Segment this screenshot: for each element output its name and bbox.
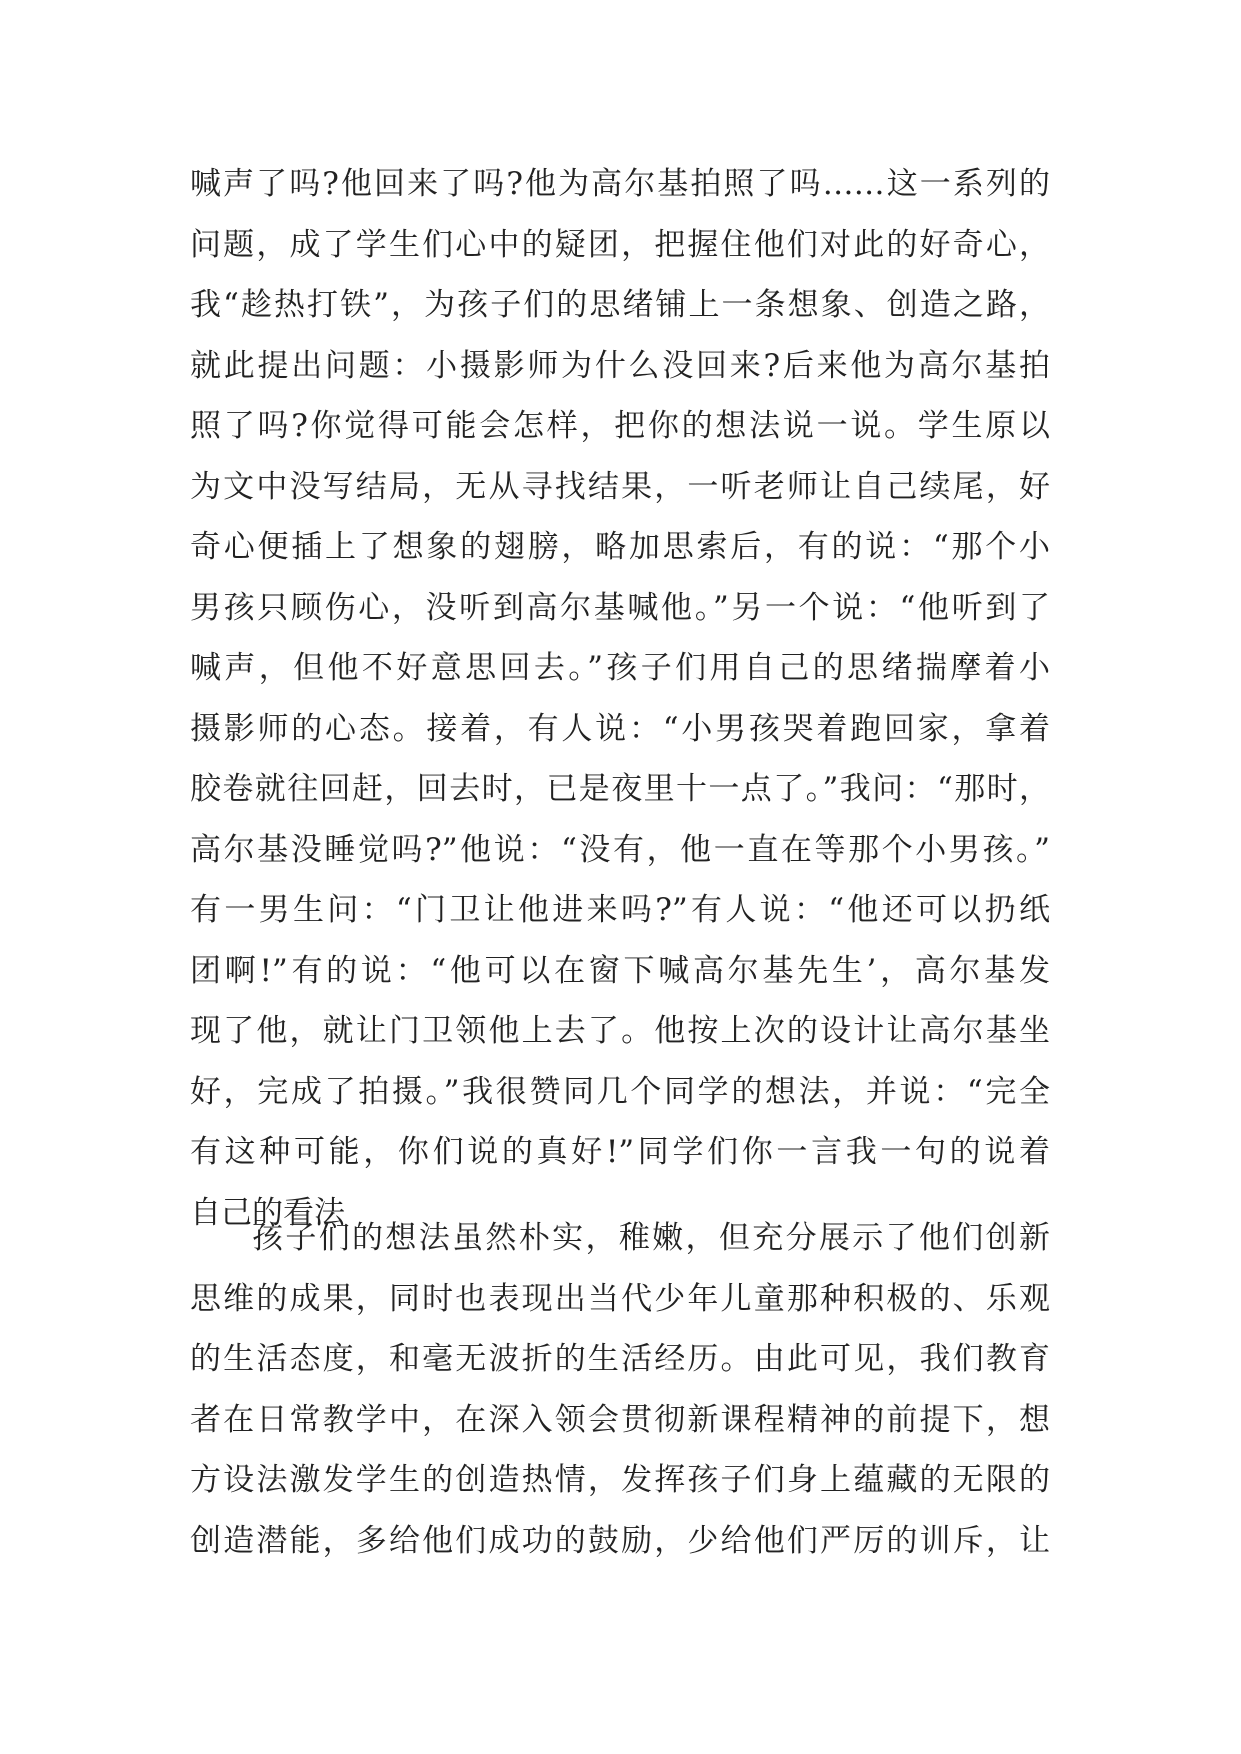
paragraph-2 bbox=[190, 1208, 1050, 1571]
text-line: 照了吗?你觉得可能会怎样，把你的想法说一说。学生原以 bbox=[190, 408, 1050, 444]
text-line: 者在日常教学中，在深入领会贯彻新课程精神的前提下，想 bbox=[190, 1401, 1050, 1438]
text-line: 有这种可能，你们说的真好!”同学们你一言我一句的说着 bbox=[190, 1134, 1050, 1170]
text-line: 好，完成了拍摄。”我很赞同几个同学的想法，并说：“完全 bbox=[190, 1073, 1050, 1110]
text-line: 为文中没写结局，无从寻找结果，一听老师让自己续尾，好 bbox=[190, 468, 1050, 505]
text-line: 现了他，就让门卫领他上去了。他按上次的设计让高尔基坐 bbox=[190, 1013, 1050, 1049]
text-line: 团啊!”有的说：“他可以在窗下喊高尔基先生’，高尔基发 bbox=[190, 952, 1050, 989]
text-line: 我“趁热打铁”，为孩子们的思绪铺上一条想象、创造之路， bbox=[190, 287, 1050, 323]
text-line: 喊声，但他不好意思回去。”孩子们用自己的思绪揣摩着小 bbox=[190, 650, 1050, 686]
text-line: 高尔基没睡觉吗?”他说：“没有，他一直在等那个小男孩。” bbox=[190, 831, 1050, 868]
text-line: 就此提出问题：小摄影师为什么没回来?后来他为高尔基拍 bbox=[190, 347, 1050, 384]
text-line: 有一男生问：“门卫让他进来吗?”有人说：“他还可以扔纸 bbox=[190, 892, 1050, 928]
text-line: 摄影师的心态。接着，有人说：“小男孩哭着跑回家，拿着 bbox=[190, 710, 1050, 747]
text-line: 方设法激发学生的创造热情，发挥孩子们身上蕴藏的无限的 bbox=[190, 1462, 1050, 1498]
text-line: 思维的成果，同时也表现出当代少年儿童那种积极的、乐观 bbox=[190, 1280, 1050, 1317]
text-line: 喊声了吗?他回来了吗?他为高尔基拍照了吗……这一系列的 bbox=[190, 166, 1050, 202]
text-line: 胶卷就往回赶，回去时，已是夜里十一点了。”我问：“那时， bbox=[190, 771, 1050, 807]
text-line: 的生活态度，和毫无波折的生活经历。由此可见，我们教育 bbox=[190, 1341, 1050, 1377]
text-line: 自己的看法 bbox=[190, 1194, 345, 1231]
text-line: 孩子们的想法虽然朴实，稚嫩，但充分展示了他们创新 bbox=[252, 1220, 1050, 1256]
text-line: 问题，成了学生们心中的疑团，把握住他们对此的好奇心， bbox=[190, 226, 1050, 263]
text-line: 奇心便插上了想象的翅膀，略加思索后，有的说：“那个小 bbox=[190, 529, 1050, 565]
paragraph-1 bbox=[190, 154, 1050, 1243]
text-line: 男孩只顾伤心，没听到高尔基喊他。”另一个说：“他听到了 bbox=[190, 589, 1050, 626]
text-line: 创造潜能，多给他们成功的鼓励，少给他们严厉的训斥，让 bbox=[190, 1522, 1050, 1559]
